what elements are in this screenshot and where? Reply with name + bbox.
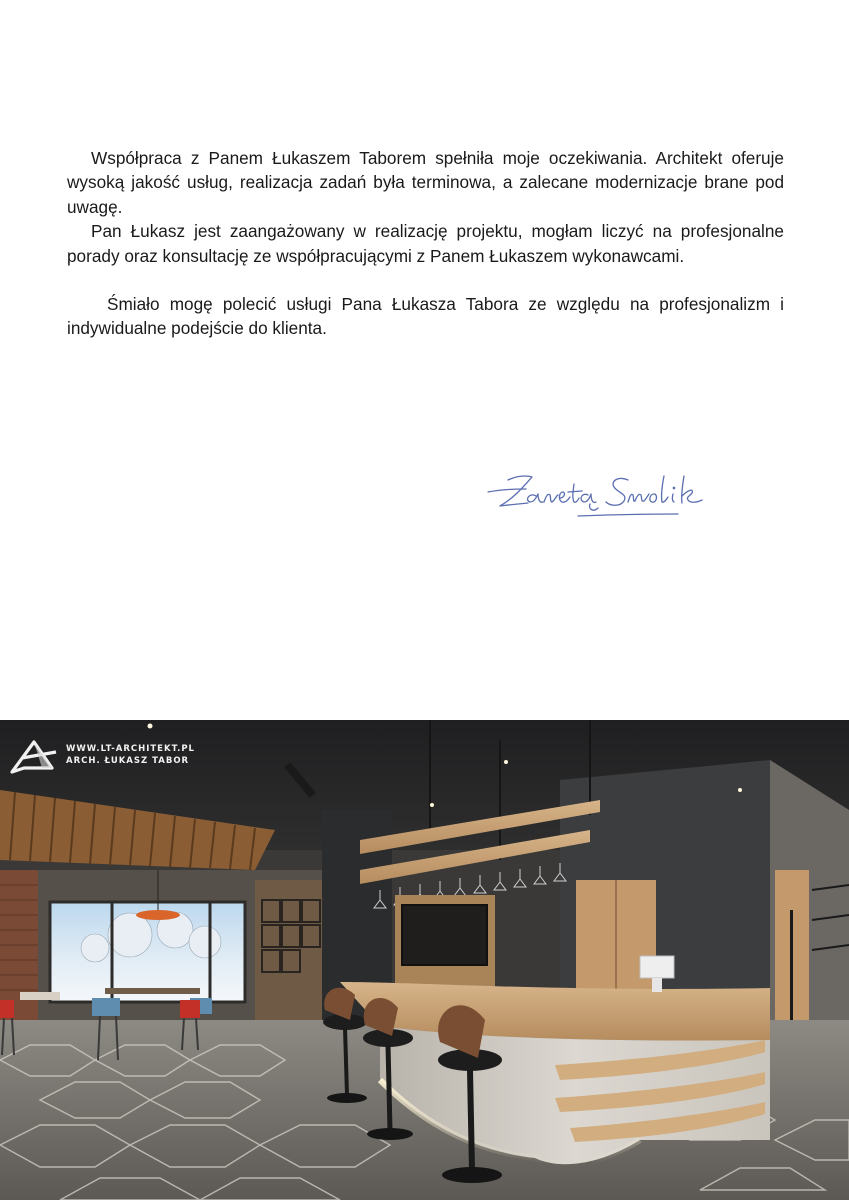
brand-website: WWW.LT-ARCHITEKT.PL — [66, 744, 195, 754]
brand-name: ARCH. ŁUKASZ TABOR — [66, 756, 190, 766]
handwritten-signature — [478, 462, 753, 524]
brand-watermark — [8, 738, 208, 778]
letter-paragraph-2: Pan Łukasz jest zaangażowany w realizację projektu, mogłam liczyć na profesjonalne porady oraz konsultację ze współpracującymi z Panem Łukaszem wykonawcami. — [67, 221, 784, 266]
letter-paragraph-1: Współpraca z Panem Łukaszem Taborem spełniła moje oczekiwania. Architekt oferuje wysoką jakość usług, realizacja zadań była terminowa, a zalecane modernizacje brane pod uwagę. — [67, 148, 784, 217]
letter-paragraph-3: Śmiało mogę polecić usługi Pana Łukasza Tabora ze względu na profesjonalizm i indywidualne podejście do klienta. — [67, 294, 784, 339]
reference-letter — [67, 146, 784, 341]
interior-visualization — [0, 720, 849, 1200]
architect-logo-icon — [8, 738, 60, 778]
